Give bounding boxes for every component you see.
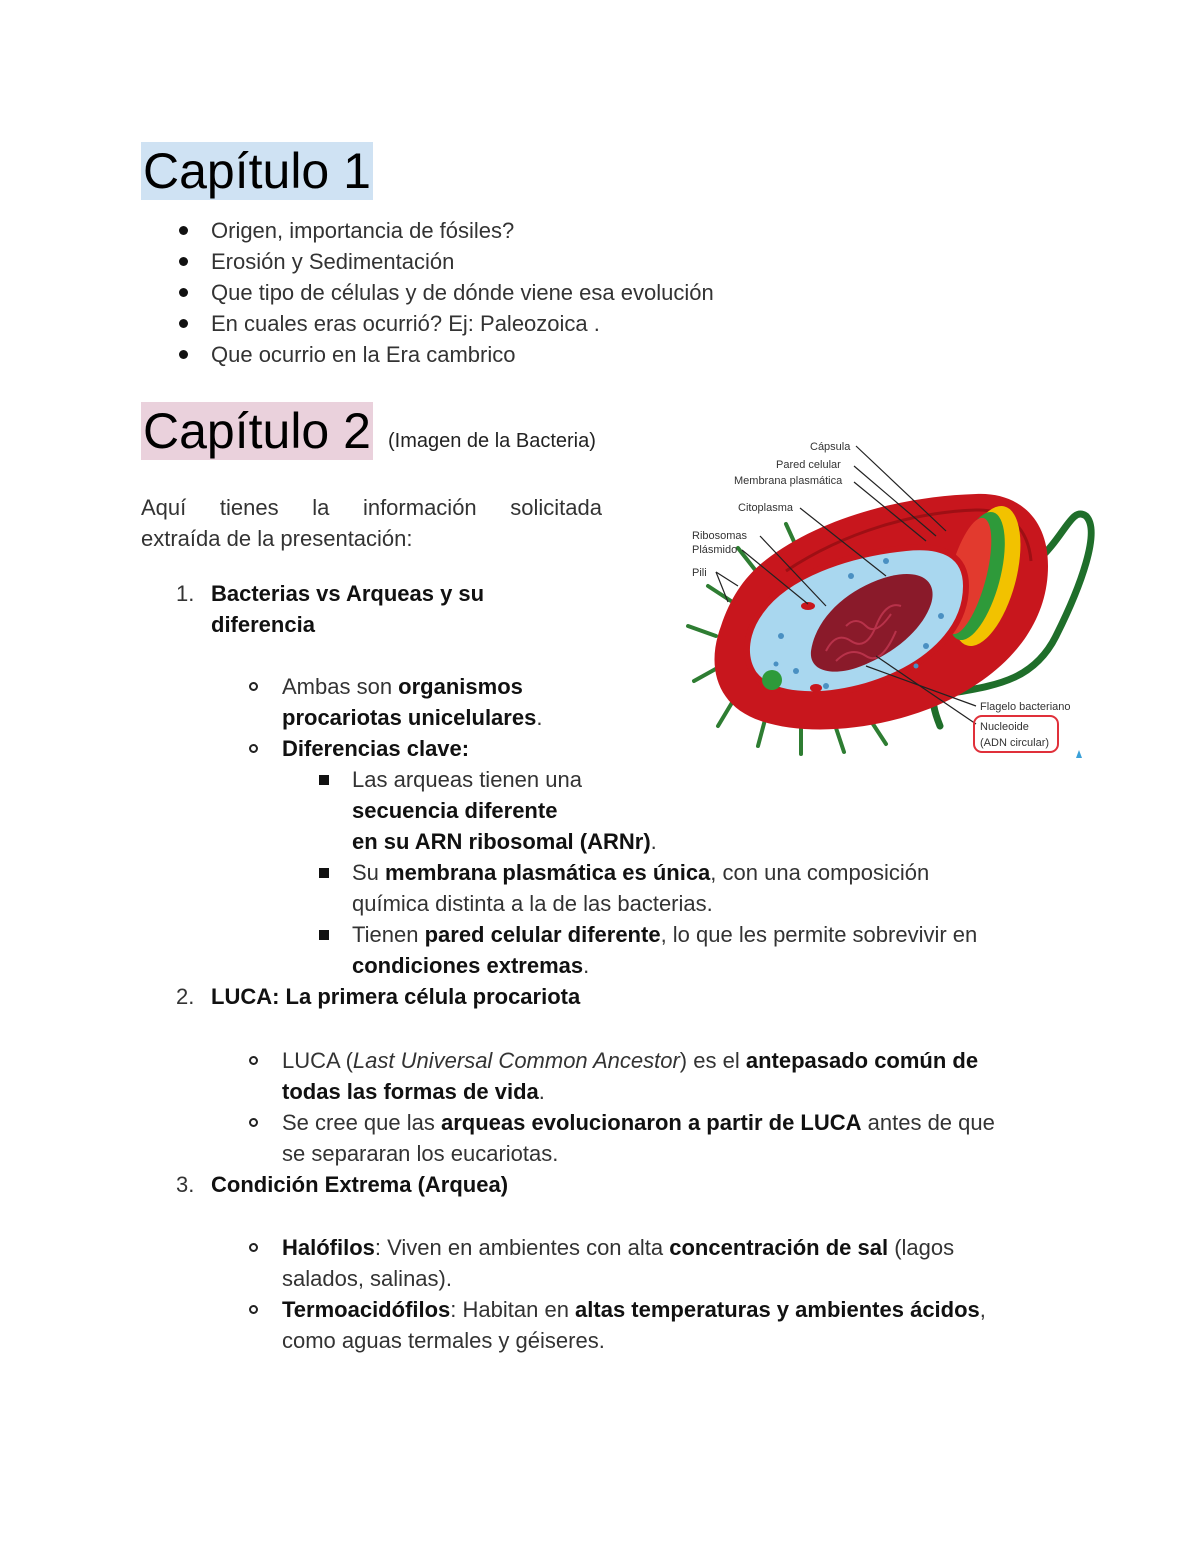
bullet-dot: [179, 257, 188, 266]
item1-s2: Su membrana plasmática es única, con una composición: [352, 860, 930, 885]
bullet-square: [319, 868, 329, 878]
bullet-circle: [249, 744, 258, 753]
chapter1-bullet: Que ocurrio en la Era cambrico: [211, 342, 516, 367]
chapter1-bullet: Origen, importancia de fósiles?: [211, 218, 515, 243]
bullet-dot: [179, 288, 188, 297]
bullet-dot: [179, 226, 188, 235]
item1-ambas: Ambas son organismos: [282, 674, 523, 699]
chapter1-bullet: En cuales eras ocurrió? Ej: Paleozoica .: [211, 311, 600, 336]
item1-s2-cont: química distinta a la de las bacterias.: [352, 891, 713, 916]
label-plasmido: Plásmido: [692, 544, 738, 556]
item2-luca: LUCA (Last Universal Common Ancestor) es el antepasado común de: [282, 1048, 979, 1073]
list-number: 2.: [176, 984, 195, 1009]
label-pared: Pared celular: [776, 459, 841, 471]
bullet-circle: [249, 1243, 258, 1252]
item2-arqueas: Se cree que las arqueas evolucionaron a partir de LUCA antes de que: [282, 1110, 995, 1135]
list-number: 3.: [176, 1172, 195, 1197]
bullet-circle: [249, 1305, 258, 1314]
bullet-dot: [179, 350, 188, 359]
item1-title: Bacterias vs Arqueas y su: [211, 581, 485, 606]
item1-s1-bold: secuencia diferente: [352, 798, 558, 823]
intro-line2: extraída de la presentación:: [141, 526, 413, 551]
bullet-circle: [249, 682, 258, 691]
chapter1-bullet: Erosión y Sedimentación: [211, 249, 455, 274]
item3-halofilos: Halófilos: Viven en ambientes con alta concentración de sal (lagos: [282, 1235, 955, 1260]
item2-luca-cont: todas las formas de vida.: [282, 1079, 545, 1104]
chapter2-heading: Capítulo 2: [143, 403, 371, 459]
item1-s3: Tienen pared celular diferente, lo que les permite sobrevivir en: [352, 922, 978, 947]
item1-s3-cont: condiciones extremas.: [352, 953, 590, 978]
chapter1-bullet: Que tipo de células y de dónde viene esa evolución: [211, 280, 714, 305]
chapter1-heading: Capítulo 1: [143, 143, 371, 199]
item1-ambas-cont: procariotas unicelulares.: [282, 705, 543, 730]
chapter2-note: (Imagen de la Bacteria): [388, 430, 596, 452]
bullet-square: [319, 930, 329, 940]
item1-s1: Las arqueas tienen una: [352, 767, 582, 792]
logo-mark: [1076, 750, 1082, 758]
label-nucleoide: Nucleoide: [980, 721, 1029, 733]
item3-termo-cont: como aguas termales y géiseres.: [282, 1328, 605, 1353]
list-number: 1.: [176, 581, 195, 606]
item1-s1-cont: en su ARN ribosomal (ARNr).: [352, 829, 657, 854]
bullet-circle: [249, 1118, 258, 1127]
label-ribosomas: Ribosomas: [692, 530, 748, 542]
label-membrana: Membrana plasmática: [734, 475, 843, 487]
label-flagelo: Flagelo bacteriano: [980, 701, 1071, 713]
label-citoplasma: Citoplasma: [738, 502, 794, 514]
label-capsula: Cápsula: [810, 441, 851, 453]
item2-title: LUCA: La primera célula procariota: [211, 984, 581, 1009]
item2-arqueas-cont: se separaran los eucariotas.: [282, 1141, 559, 1166]
bacteria-diagram: [676, 436, 1136, 776]
label-adn: (ADN circular): [980, 737, 1050, 749]
item3-termo: Termoacidófilos: Habitan en altas temperaturas y ambientes ácidos,: [282, 1297, 986, 1322]
bullet-circle: [249, 1056, 258, 1065]
bullet-dot: [179, 319, 188, 328]
intro-line1: Aquí tienes la información solicitada: [141, 495, 602, 520]
bullet-square: [319, 775, 329, 785]
label-pili: Pili: [692, 567, 707, 579]
item3-title: Condición Extrema (Arquea): [211, 1172, 509, 1197]
item1-title: diferencia: [211, 612, 315, 637]
item3-halofilos-cont: salados, salinas).: [282, 1266, 452, 1291]
item1-dif-clave: Diferencias clave:: [282, 736, 470, 761]
